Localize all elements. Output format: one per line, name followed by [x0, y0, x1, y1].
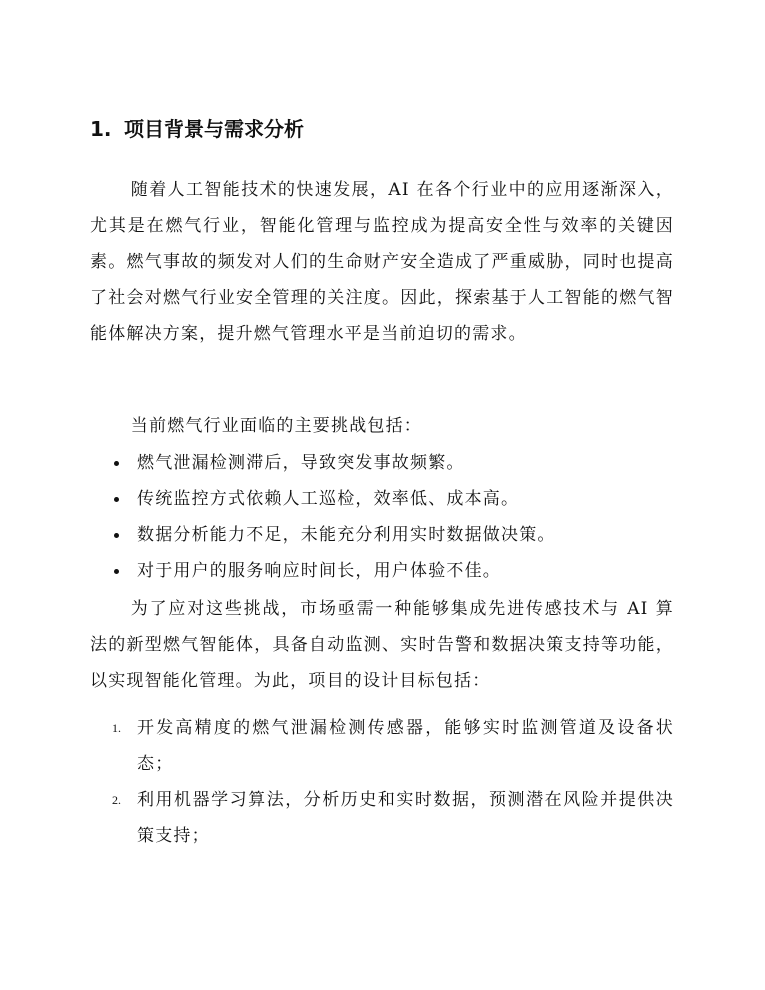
bullet-icon — [114, 533, 119, 538]
intro-paragraph: 随着人工智能技术的快速发展，AI 在各个行业中的应用逐渐深入，尤其是在燃气行业，智能化管理与监控成为提高安全性与效率的关键因素。燃气事故的频发对人们的生命财产安全造成了严重威胁，同时也提高了社会对燃气行业安全管理的关注度。因此，探索基于人工智能的燃气智能体解决方案，提升燃气管理水平是当前迫切的需求。 — [90, 180, 674, 344]
list-number: 2. — [112, 793, 121, 807]
section-title: 项目背景与需求分析 — [124, 117, 304, 141]
goals-list — [90, 710, 674, 854]
bullet-icon — [114, 461, 119, 466]
challenges-list — [90, 445, 674, 589]
bullet-icon — [114, 497, 119, 502]
list-item-text: 燃气泄漏检测滞后，导致突发事故频繁。 — [137, 453, 465, 473]
list-item — [90, 710, 674, 782]
list-item — [90, 445, 674, 481]
list-item — [90, 517, 674, 553]
list-item — [90, 782, 674, 854]
bullet-icon — [114, 569, 119, 574]
list-number: 1. — [112, 721, 121, 735]
section-number: 1. — [90, 117, 112, 141]
challenges-intro-paragraph: 当前燃气行业面临的主要挑战包括： — [130, 416, 422, 436]
list-item-text: 开发高精度的燃气泄漏检测传感器，能够实时监测管道及设备状态； — [137, 718, 674, 774]
list-item-text: 利用机器学习算法，分析历史和实时数据，预测潜在风险并提供决策支持； — [137, 790, 674, 846]
list-item-text: 数据分析能力不足，未能充分利用实时数据做决策。 — [137, 525, 556, 545]
list-item — [90, 553, 674, 589]
list-item — [90, 481, 674, 517]
goals-intro-paragraph: 为了应对这些挑战，市场亟需一种能够集成先进传感技术与 AI 算法的新型燃气智能体，具备自动监测、实时告警和数据决策支持等功能，以实现智能化管理。为此，项目的设计目标包括： — [90, 599, 674, 691]
list-item-text: 传统监控方式依赖人工巡检，效率低、成本高。 — [137, 489, 520, 509]
list-item-text: 对于用户的服务响应时间长，用户体验不佳。 — [137, 561, 501, 581]
section-heading — [90, 114, 304, 144]
